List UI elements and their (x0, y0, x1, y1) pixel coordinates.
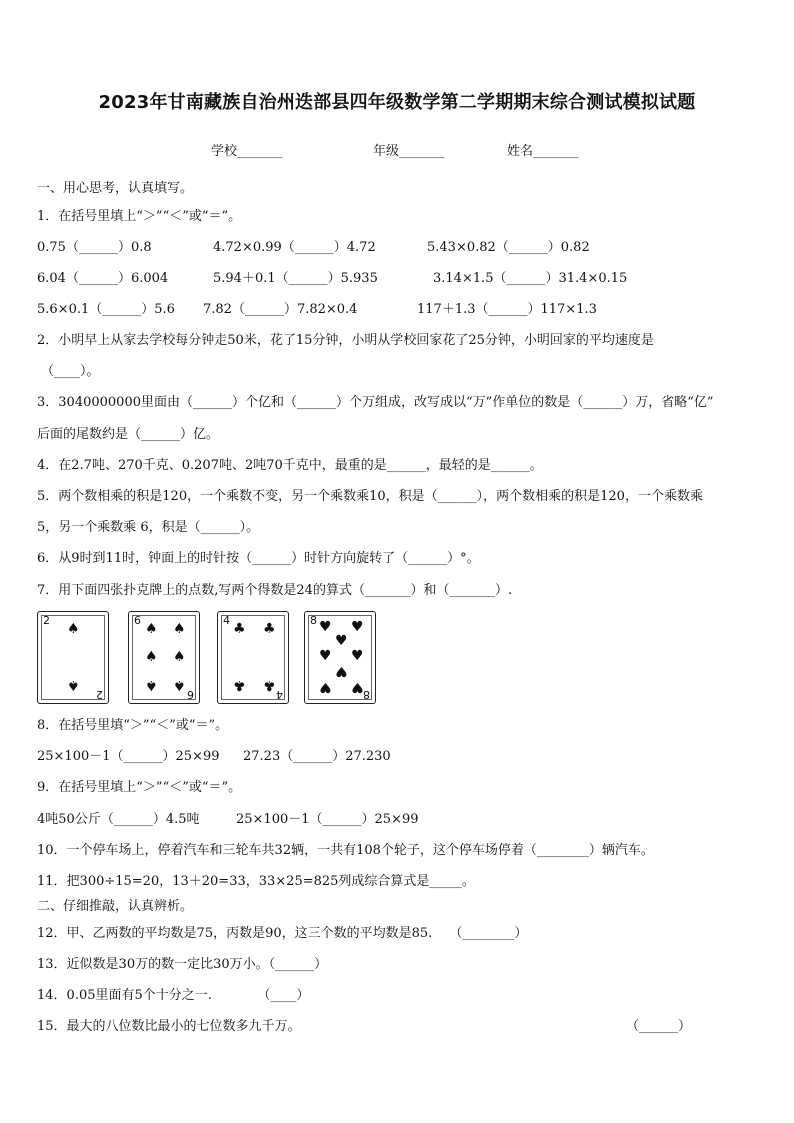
q11-text: 11．把300÷15=20，13＋20=33，33×25=825列成综合算式是_____。 (37, 874, 475, 889)
playing-card-6-spades (128, 611, 200, 704)
spade-icon: ♠ (173, 677, 186, 693)
q8-item: 27.23（______）27.230 (243, 749, 391, 764)
spade-icon: ♠ (173, 649, 186, 665)
card-rank-bottom: 8 (363, 688, 370, 701)
q1-item: 117＋1.3（______）117×1.3 (417, 302, 597, 317)
q12-text: 12．甲、乙两数的平均数是75，丙数是90，这三个数的平均数是85. （________） (37, 926, 528, 941)
heart-icon: ♥ (319, 679, 332, 695)
q2-line-2: （____）。 (41, 364, 100, 379)
school-field: 学校_______ (211, 144, 283, 159)
q9-title: 9．在括号里填上“＞”“＜”或“＝”。 (37, 780, 242, 795)
card-rank: 4 (223, 614, 230, 627)
heart-icon: ♥ (351, 619, 364, 635)
q9-item: 25×100－1（______）25×99 (236, 812, 419, 827)
q5-line-1: 5．两个数相乘的积是120，一个乘数不变，另一个乘数乘10，积是（______），两个数相乘的积是120，一个乘数乘 (37, 489, 703, 504)
card-rank-bottom: 4 (276, 688, 283, 701)
q2-line-1: 2．小明早上从家去学校每分钟走50米，花了15分钟，小明从学校回家花了25分钟，小明回家的平均速度是 (37, 333, 654, 348)
section-2-heading: 二、仔细推敲，认真辨析。 (37, 899, 194, 914)
q1-item: 5.94＋0.1（______）5.935 (213, 271, 378, 286)
spade-icon: ♠ (173, 621, 186, 637)
q15-answer-blank: （______） (626, 1019, 692, 1034)
q7-text: 7．用下面四张扑克牌上的点数,写两个得数是24的算式（_______）和（_______）. (37, 583, 513, 598)
heart-icon: ♥ (351, 648, 364, 664)
spade-icon: ♠ (145, 649, 158, 665)
club-icon: ♣ (263, 677, 276, 693)
spade-icon: ♠ (145, 677, 158, 693)
q15-text: 15．最大的八位数比最小的七位数多九千万。 (37, 1019, 301, 1034)
playing-card-8-hearts (304, 611, 376, 704)
q6-text: 6．从9时到11时，钟面上的时针按（______）时针方向旋转了（______）°。 (37, 551, 480, 566)
card-rank: 2 (43, 614, 50, 627)
section-1-heading: 一、用心思考，认真填写。 (37, 181, 194, 196)
page-title: 2023年甘南藏族自治州迭部县四年级数学第二学期期末综合测试模拟试题 (98, 92, 696, 113)
q3-line-2: 后面的尾数约是（______）亿。 (37, 427, 220, 442)
q1-item: 0.75（______）0.8 (37, 240, 152, 255)
club-icon: ♣ (233, 677, 246, 693)
q1-item: 4.72×0.99（______）4.72 (213, 240, 376, 255)
name-field: 姓名_______ (507, 144, 579, 159)
q1-item: 3.14×1.5（______）31.4×0.15 (433, 271, 628, 286)
q3-line-1: 3．3040000000里面由（______）个亿和（______）个万组成，改写成以“万”作单位的数是（______）万，省略“亿” (37, 395, 714, 410)
spade-icon: ♠ (67, 677, 80, 693)
q1-item: 6.04（______）6.004 (37, 271, 169, 286)
q10-text: 10．一个停车场上，停着汽车和三轮车共32辆，一共有108个轮子，这个停车场停着（________）辆汽车。 (37, 843, 654, 858)
heart-icon: ♥ (319, 619, 332, 635)
q1-item: 5.43×0.82（______）0.82 (427, 240, 590, 255)
heart-icon: ♥ (335, 633, 348, 649)
grade-field: 年级_______ (373, 144, 445, 159)
q1-item: 7.82（______）7.82×0.4 (203, 302, 358, 317)
q14-text: 14．0.05里面有5个十分之一. （____） (37, 988, 310, 1003)
club-icon: ♣ (233, 621, 246, 637)
q9-item: 4吨50公斤（______）4.5吨 (37, 812, 200, 827)
playing-card-4-clubs (217, 611, 289, 704)
spade-icon: ♠ (67, 621, 80, 637)
q8-title: 8．在括号里填“＞”“＜”或“＝”。 (37, 718, 229, 733)
card-rank-bottom: 6 (187, 688, 194, 701)
card-rank: 8 (310, 614, 317, 627)
heart-icon: ♥ (319, 648, 332, 664)
heart-icon: ♥ (351, 679, 364, 695)
card-rank: 6 (134, 614, 141, 627)
club-icon: ♣ (263, 621, 276, 637)
q5-line-2: 5，另一个乘数乘 6，积是（______）。 (37, 520, 260, 535)
spade-icon: ♠ (145, 621, 158, 637)
q8-item: 25×100－1（______）25×99 (37, 749, 220, 764)
q13-text: 13．近似数是30万的数一定比30万小。（______） (37, 957, 328, 972)
q4-text: 4．在2.7吨、270千克、0.207吨、2吨70千克中，最重的是______，最轻的是______。 (37, 458, 543, 473)
q1-item: 5.6×0.1（______）5.6 (37, 302, 175, 317)
heart-icon: ♥ (335, 663, 348, 679)
card-rank-bottom: 2 (96, 688, 103, 701)
playing-card-2-spades (37, 611, 109, 704)
q1-title: 1．在括号里填上“＞”“＜”或“＝”。 (37, 209, 242, 224)
